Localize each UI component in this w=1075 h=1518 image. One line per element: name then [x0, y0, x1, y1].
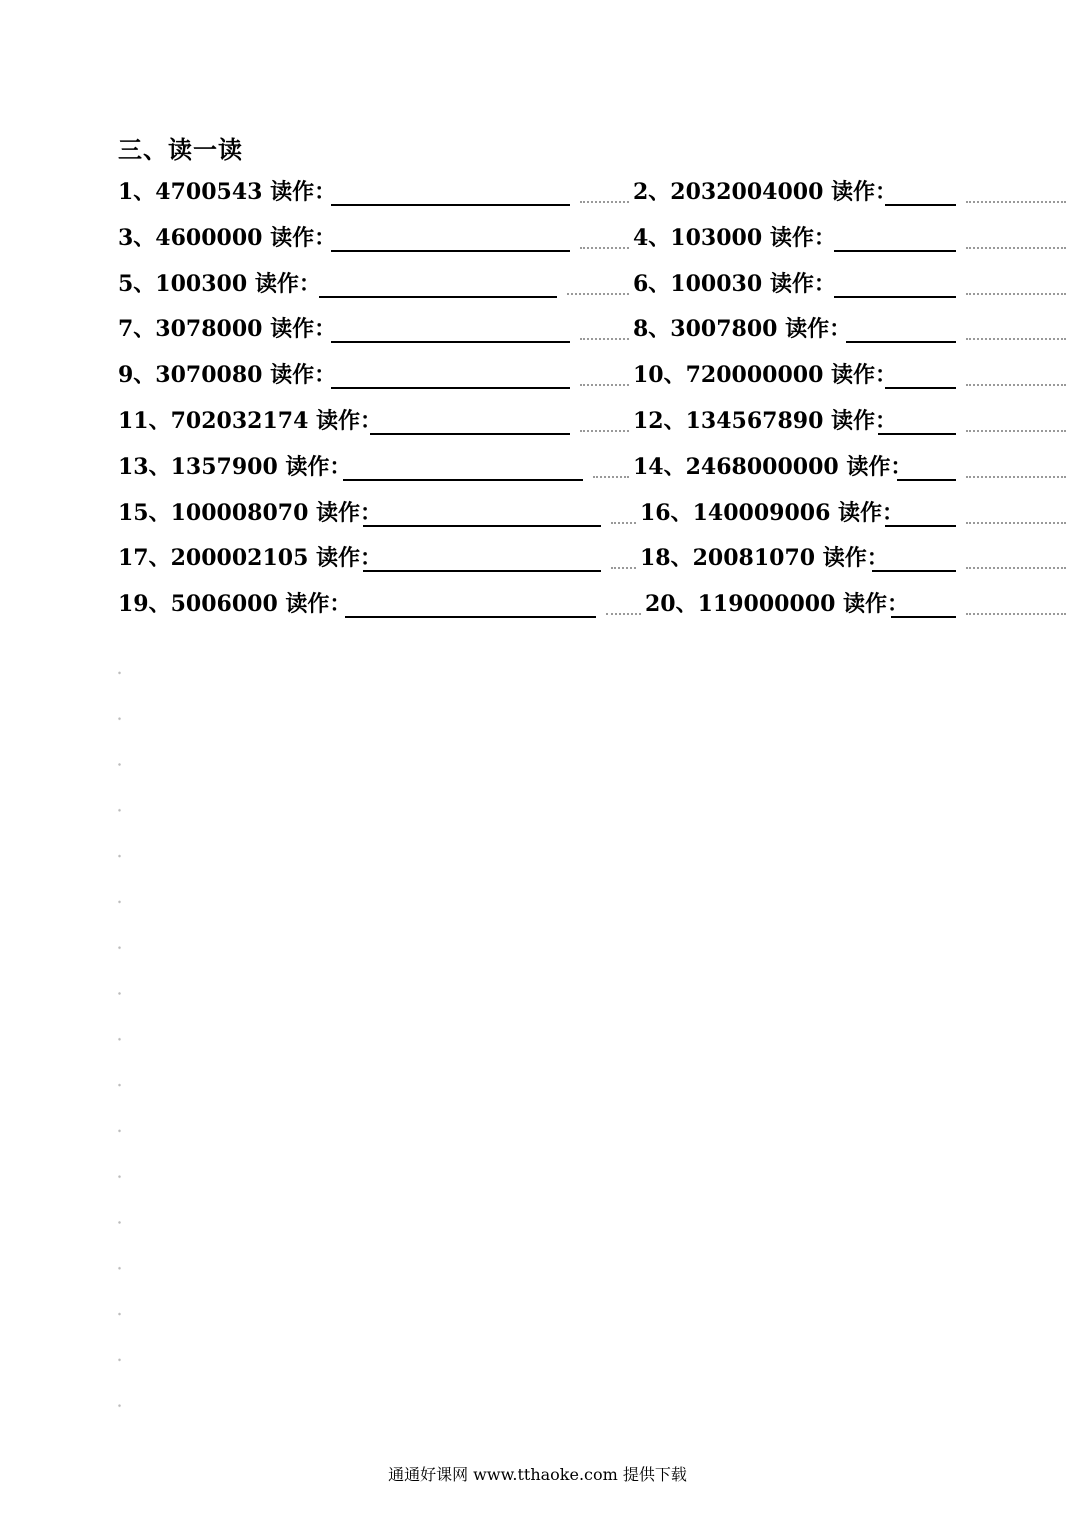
exercise-prompt: 1、4700543 读作：: [118, 179, 337, 205]
exercise-prompt: 3、4600000 读作：: [118, 224, 337, 251]
exercise-prompt: 20、119000000 读作：: [645, 591, 910, 618]
answer-blank[interactable]: [363, 525, 601, 527]
trailing-dots: [966, 476, 1066, 478]
answer-blank[interactable]: [885, 204, 956, 206]
trailing-dots: [966, 430, 1066, 432]
exercise-prompt: 18、20081070 读作：: [640, 545, 889, 572]
answer-blank[interactable]: [897, 479, 956, 481]
column-separator-dots: [606, 613, 641, 615]
exercise-row: [0, 498, 1075, 544]
exercise-row: [0, 177, 1075, 223]
exercise-prompt: 5、100300 读作：: [118, 270, 321, 297]
answer-blank[interactable]: [885, 387, 956, 389]
trailing-dots: [966, 293, 1066, 295]
answer-blank[interactable]: [885, 525, 956, 527]
exercise-row: [0, 360, 1075, 406]
column-separator-dots: [593, 476, 629, 478]
exercise-prompt: 8、3007800 读作：: [633, 316, 852, 343]
exercise-prompt: 7、3078000 读作：: [118, 316, 337, 343]
trailing-dots: [966, 522, 1066, 524]
answer-blank[interactable]: [834, 250, 956, 252]
answer-blank[interactable]: [891, 616, 956, 618]
trailing-dots: [966, 567, 1066, 569]
exercise-prompt: 11、702032174 读作：: [118, 408, 383, 434]
trailing-dots: [966, 338, 1066, 340]
column-separator-dots: [567, 293, 629, 295]
trailing-dots: [966, 201, 1066, 203]
exercise-prompt: 2、2032004000 读作：: [633, 179, 898, 205]
column-separator-dots: [580, 338, 629, 340]
exercise-row: [0, 223, 1075, 269]
trailing-dots: [966, 384, 1066, 386]
answer-blank[interactable]: [846, 341, 956, 343]
column-separator-dots: [580, 201, 629, 203]
exercise-row: [0, 543, 1075, 589]
exercise-prompt: 10、720000000 读作：: [633, 362, 898, 389]
answer-blank[interactable]: [331, 204, 570, 206]
answer-blank[interactable]: [331, 341, 570, 343]
answer-blank[interactable]: [370, 433, 570, 435]
trailing-dots: [966, 613, 1066, 615]
answer-blank[interactable]: [834, 296, 956, 298]
exercise-prompt: 15、100008070 读作：: [118, 499, 383, 526]
column-separator-dots: [580, 247, 629, 249]
exercise-prompt: 13、1357900 读作：: [118, 453, 352, 480]
answer-blank[interactable]: [363, 570, 601, 572]
exercise-row: [0, 314, 1075, 360]
column-separator-dots: [580, 384, 629, 386]
section-heading: 三、读一读: [118, 135, 243, 164]
exercise-prompt: 17、200002105 读作：: [118, 545, 383, 572]
exercise-prompt: 16、140009006 读作：: [640, 499, 905, 526]
answer-blank[interactable]: [878, 433, 956, 435]
exercise-prompt: 19、5006000 读作：: [118, 591, 352, 618]
column-separator-dots: [580, 430, 629, 432]
exercise-row: [0, 269, 1075, 315]
answer-blank[interactable]: [331, 250, 570, 252]
exercise-prompt: 4、103000 读作：: [633, 224, 836, 251]
column-separator-dots: [611, 567, 636, 569]
answer-blank[interactable]: [872, 570, 956, 572]
exercise-prompt: 6、100030 读作：: [633, 270, 836, 297]
exercise-prompt: 14、2468000000 读作：: [633, 453, 913, 480]
exercise-row: [0, 589, 1075, 635]
answer-blank[interactable]: [345, 616, 596, 618]
margin-dots: [118, 650, 121, 1410]
answer-blank[interactable]: [331, 387, 570, 389]
exercise-prompt: 12、134567890 读作：: [633, 408, 898, 434]
answer-blank[interactable]: [319, 296, 557, 298]
footer-text: 通通好课网 www.tthaoke.com 提供下载: [388, 1465, 687, 1484]
exercise-row: [0, 452, 1075, 498]
column-separator-dots: [611, 522, 636, 524]
answer-blank[interactable]: [343, 479, 583, 481]
exercise-row: [0, 406, 1075, 452]
trailing-dots: [966, 247, 1066, 249]
exercise-prompt: 9、3070080 读作：: [118, 362, 337, 389]
